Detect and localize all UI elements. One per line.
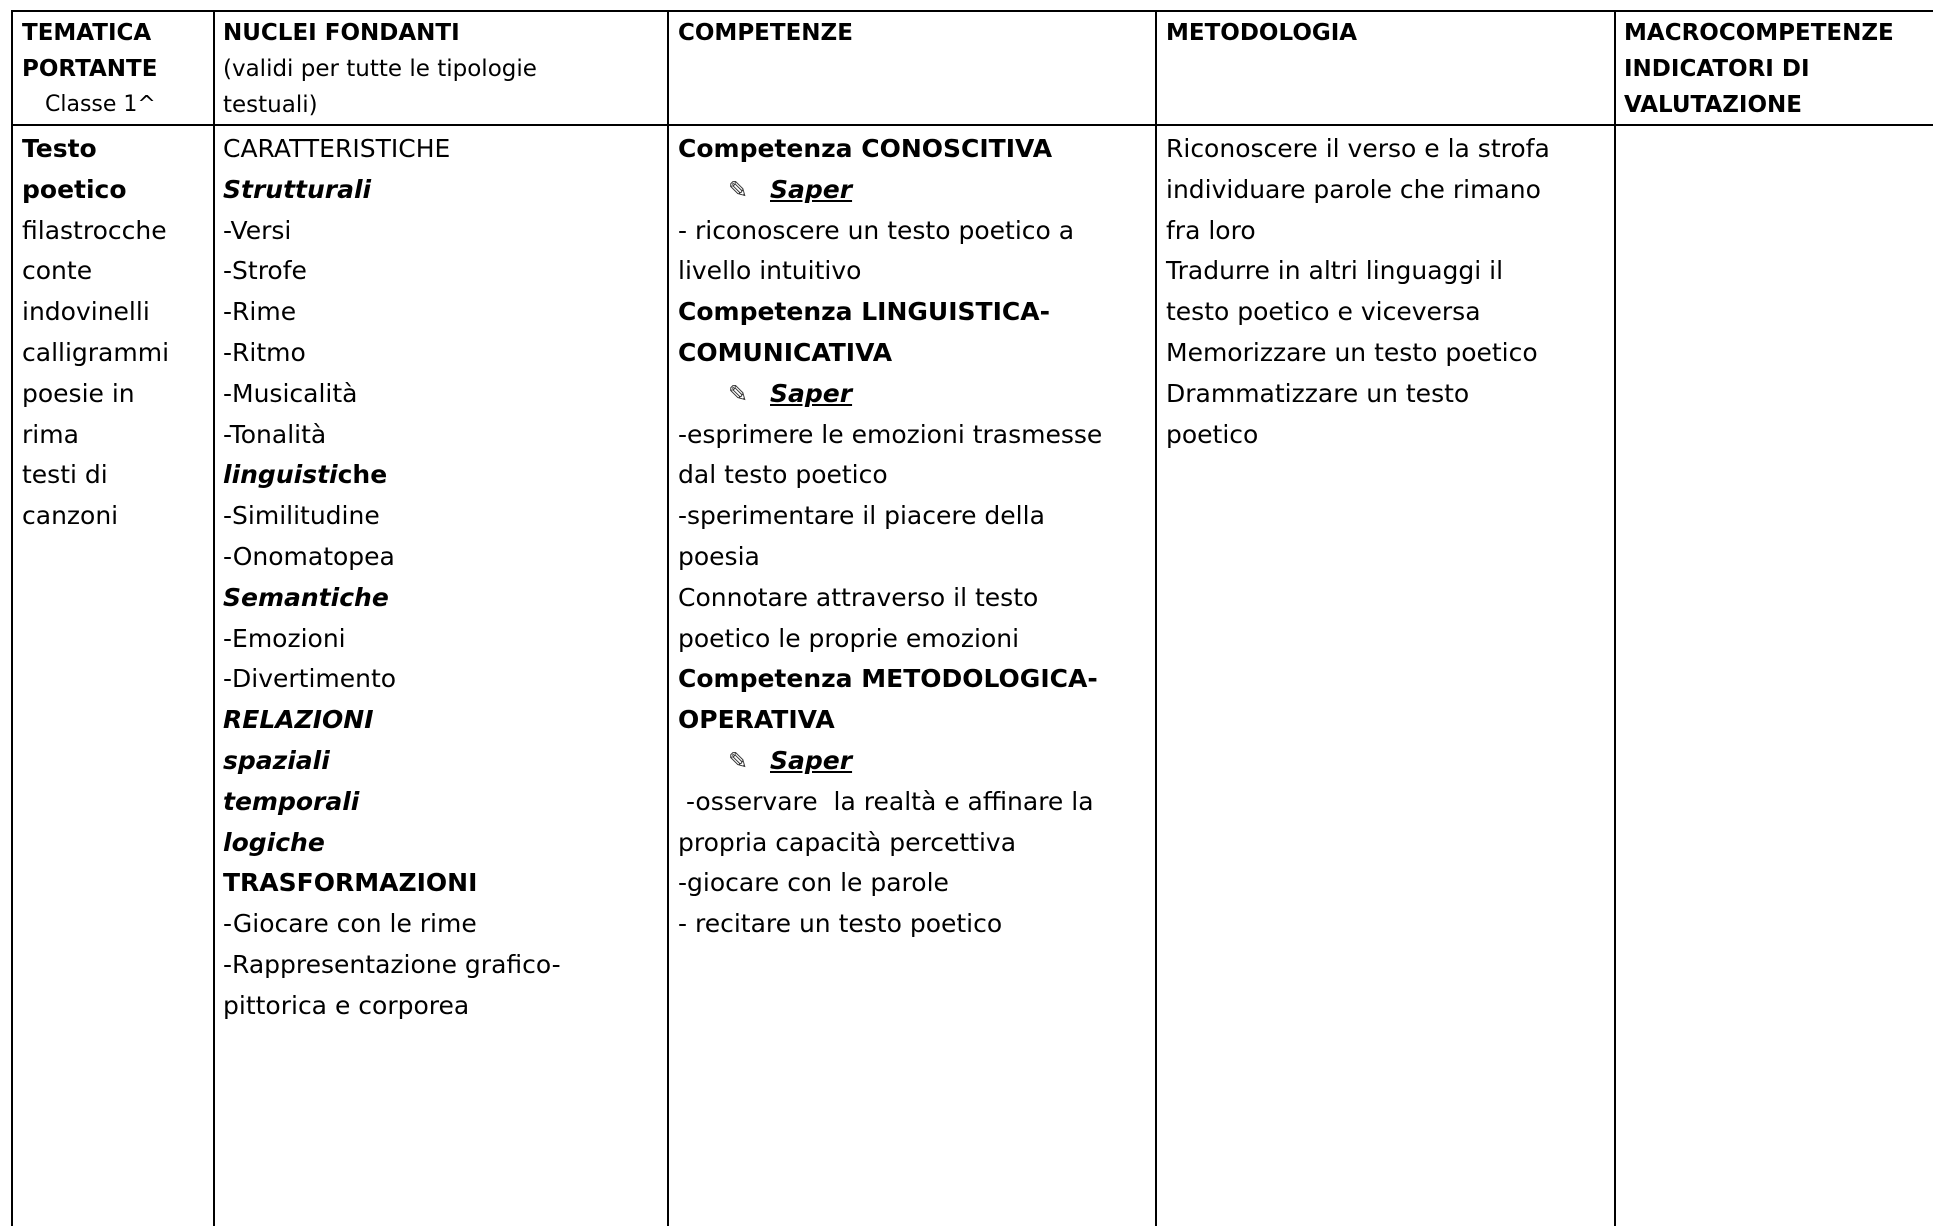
competenza-item: -osservare la realtà e affinare la [678,786,1094,816]
nuclei-item: -Tonalità [223,419,327,449]
competenza-heading: OPERATIVA [678,705,835,735]
competenza-heading: Competenza METODOLOGICA- [678,664,1098,694]
competenza-heading: COMUNICATIVA [678,337,893,367]
pencil-icon: ✎ [728,746,749,775]
nuclei-item: -Versi [223,215,292,245]
saper-heading [678,170,1102,211]
column-divider [1614,12,1616,1226]
column-divider [667,12,669,1226]
column-divider [213,12,215,1226]
metodologia-item: Memorizzare un testo poetico [1166,337,1538,367]
tematica-item: poesie in [22,378,135,408]
metodologia-item: Riconoscere il verso e la strofa [1166,134,1550,163]
tematica-item: indovinelli [22,297,150,327]
saper-heading [678,741,1102,782]
nuclei-heading: linguistiche [223,460,388,490]
pencil-icon: ✎ [728,379,749,408]
nuclei-item: -Ritmo [223,337,306,367]
nuclei-cell [223,129,561,1027]
competenza-item: dal testo poetico [678,460,888,490]
tematica-title: Testo [22,134,97,163]
competenza-item: -giocare con le parole [678,868,949,898]
nuclei-item: -Onomatopea [223,541,395,571]
competenza-heading: Competenza CONOSCITIVA [678,134,1053,163]
metodologia-item: fra loro [1166,215,1256,245]
nuclei-item: -Giocare con le rime [223,909,477,939]
header-nuclei: NUCLEI FONDANTI (validi per tutte le tipologie testuali) [223,20,537,118]
tematica-item: testi di [22,460,108,490]
metodologia-cell [1166,129,1550,455]
competenza-item: - riconoscere un testo poetico a [678,215,1075,245]
nuclei-item: -Rime [223,297,297,327]
nuclei-heading: Semantiche [223,582,389,612]
tematica-item: filastrocche [22,215,167,245]
nuclei-item: -Divertimento [223,664,397,694]
metodologia-item: Tradurre in altri linguaggi il [1166,256,1504,286]
nuclei-heading: TRASFORMAZIONI [223,868,478,898]
nuclei-item: pittorica e corporea [223,990,470,1020]
tematica-item: canzoni [22,501,119,531]
header-competenze: COMPETENZE [678,20,853,46]
tematica-item: calligrammi [22,337,170,367]
tematica-cell [22,129,169,537]
header-macrocompetenze: MACROCOMPETENZE INDICATORI DI VALUTAZIONE [1624,20,1894,118]
metodologia-item: poetico [1166,419,1259,449]
competenza-item: -sperimentare il piacere della [678,501,1045,531]
competenza-item: Connotare attraverso il testo [678,582,1039,612]
metodologia-item: Drammatizzare un testo [1166,378,1470,408]
pencil-icon: ✎ [728,175,749,204]
competenza-item: poesia [678,541,760,571]
nuclei-item: -Strofe [223,256,307,286]
nuclei-heading: RELAZIONI [223,705,374,735]
curriculum-table [11,10,1933,1226]
header-tematica: TEMATICA PORTANTE Classe 1^ [22,20,158,117]
saper-label: Saper [770,745,853,775]
nuclei-item: -Similitudine [223,501,380,531]
metodologia-item: individuare parole che rimano [1166,174,1541,204]
column-divider [1155,12,1157,1226]
tematica-item: rima [22,419,79,449]
nuclei-heading: logiche [223,827,325,857]
competenza-item: - recitare un testo poetico [678,909,1003,939]
header-metodologia: METODOLOGIA [1166,20,1358,46]
competenza-item: -esprimere le emozioni trasmesse [678,419,1103,449]
competenza-item: propria capacità percettiva [678,827,1017,857]
saper-label: Saper [770,378,853,408]
nuclei-item: -Musicalità [223,378,358,408]
competenza-heading: Competenza LINGUISTICA- [678,297,1050,327]
nuclei-item: -Rappresentazione grafico- [223,949,561,979]
nuclei-item: -Emozioni [223,623,346,653]
saper-heading [678,374,1102,415]
nuclei-heading: spaziali [223,745,330,775]
header-divider [13,124,1933,126]
competenza-item: poetico le proprie emozioni [678,623,1020,653]
nuclei-item: CARATTERISTICHE [223,134,451,163]
metodologia-item: testo poetico e viceversa [1166,297,1481,327]
tematica-title: poetico [22,174,127,204]
competenza-item: livello intuitivo [678,256,862,286]
saper-label: Saper [770,174,853,204]
competenze-cell [678,129,1102,945]
nuclei-heading: temporali [223,786,360,816]
nuclei-heading: Strutturali [223,174,372,204]
tematica-item: conte [22,256,93,286]
